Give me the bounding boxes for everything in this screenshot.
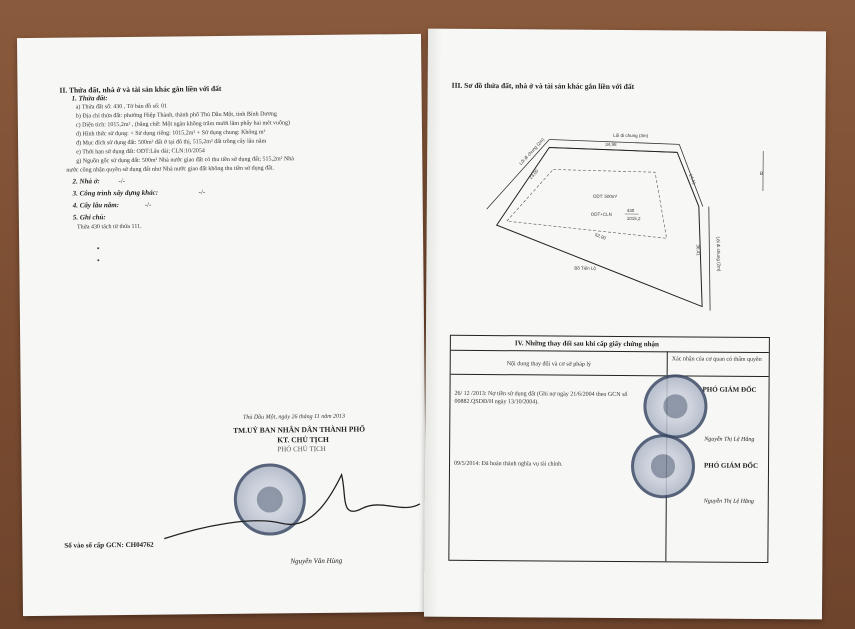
signer-name: Nguyễn Văn Hùng <box>290 556 343 566</box>
map-side-right: 36,41 <box>695 244 701 256</box>
house-heading: 2. Nhà ở: <box>72 177 100 186</box>
mark-dot <box>97 259 99 261</box>
change-row-1: 26/ 12 /2013: Nợ tiền sử dụng đất (Ghi nợ ngày 21/6/2004 theo GCN số 00882.QSDĐ/H ngày 13/10/2004). <box>454 390 628 406</box>
parcel-map <box>466 109 788 331</box>
row1-signer-title: PHÓ GIÁM ĐỐC <box>702 385 757 394</box>
col-header-confirm: Xác nhận của cơ quan có thẩm quyền <box>671 356 762 363</box>
changes-title: IV. Những thay đổi sau khi cấp giấy chứng nhận <box>514 339 659 349</box>
construction-value: -/- <box>198 188 206 197</box>
changes-table <box>448 335 770 563</box>
section-title-ii: II. Thửa đất, nhà ở và tài sản khác gắn liền với đất <box>59 83 222 95</box>
land-heading: 1. Thửa đất: <box>71 94 108 103</box>
map-road-top: Lối đi chung (3m) <box>613 132 649 139</box>
row2-signer-title: PHÓ GIÁM ĐỐC <box>703 461 759 470</box>
line-parcel-number: a) Thửa đất số: 430 , Tờ bản đồ số: 01 <box>75 103 168 111</box>
line-origin-2: nước công nhận quyền sử dụng đất như Nhà nước giao đất không thu tiền sử dụng đất. <box>66 165 274 174</box>
authority-chair: KT. CHỦ TỊCH <box>277 434 329 445</box>
authority-title: TM.UỶ BAN NHÂN DÂN THÀNH PHỐ <box>233 424 366 435</box>
authority-vice-chair: PHÓ CHỦ TỊCH <box>277 444 326 454</box>
map-edge-right: 14,41 <box>688 172 697 186</box>
line-address: b) Địa chỉ thửa đất: phường Hiệp Thành, thành phố Thủ Dầu Một, tỉnh Bình Dương <box>75 111 277 120</box>
map-edge-left: 23,00 <box>528 168 540 181</box>
map-neighbor: Bồ Tiến Lộ <box>574 265 596 271</box>
notes-heading: 5. Ghi chú: <box>72 213 106 222</box>
registry-number: Số vào sổ cấp GCN: CH04762 <box>64 540 154 550</box>
line-usage-term: e) Thời hạn sử dụng đất: ODT:Lâu dài; CLN:10/2054 <box>76 148 205 156</box>
line-usage-purpose: đ) Mục đích sử dụng đất: 500m² đất ở tại đô thị, 515,2m² đất trồng cây lâu năm <box>76 138 267 147</box>
map-parcel-number: 430 <box>626 208 635 214</box>
map-parcel-area: 1015,2 <box>626 216 641 222</box>
change-row-2: 09/5/2014: Đã hoàn thành nghĩa vụ tài chính. <box>453 460 563 468</box>
map-road-left: Lối đi chung (2m) <box>518 136 546 166</box>
trees-value: -/- <box>144 200 152 209</box>
right-page <box>424 29 826 620</box>
map-road-right: Lối đi chung (2m) <box>715 236 722 272</box>
signature-stroke <box>161 464 422 557</box>
section-title-iii: III. Sơ đồ thửa đất, nhà ở và tài sản khác gắn liền với đất <box>451 80 635 92</box>
map-edge-top: 34,98 <box>605 141 617 147</box>
official-seal-row1 <box>643 374 707 438</box>
mark-dot <box>97 247 99 249</box>
map-label-mix: ODT+CLN <box>590 211 612 217</box>
row2-signer-name: Nguyễn Thị Lệ Hằng <box>703 498 754 505</box>
map-label-odt: ODT: 500m² <box>592 193 618 199</box>
official-seal-row2 <box>631 434 695 498</box>
line-usage-form: d) Hình thức sử dụng: + Sử dụng riêng: 1015,2m² + Sử dụng chung: Không m² <box>75 129 266 138</box>
map-edge-bottom: 52,00 <box>594 232 607 241</box>
north-arrow-icon: B <box>760 170 764 177</box>
line-origin-1: g) Nguồn gốc sử dụng đất: 500m² Nhà nước giao đất có thu tiền sử dụng đất; 515,2m² Nhà <box>76 156 294 165</box>
left-page <box>17 34 427 616</box>
row1-signer-name: Nguyễn Thị Lệ Hằng <box>704 436 755 443</box>
signing-date: Thủ Dầu Một, ngày 26 tháng 11 năm 2013 <box>242 413 346 421</box>
trees-heading: 4. Cây lâu năm: <box>72 201 120 210</box>
col-header-content: Nội dung thay đổi và cơ sở pháp lý <box>506 361 592 368</box>
line-area: c) Diện tích: 1015,2m² , (bằng chữ: Một ngàn không trăm mười lăm phẩy hai mét vuông) <box>75 120 291 129</box>
house-value: -/- <box>118 177 126 186</box>
notes-value: Thửa 430 tách từ thửa 111. <box>76 223 142 231</box>
construction-heading: 3. Công trình xây dựng khác: <box>72 188 159 198</box>
